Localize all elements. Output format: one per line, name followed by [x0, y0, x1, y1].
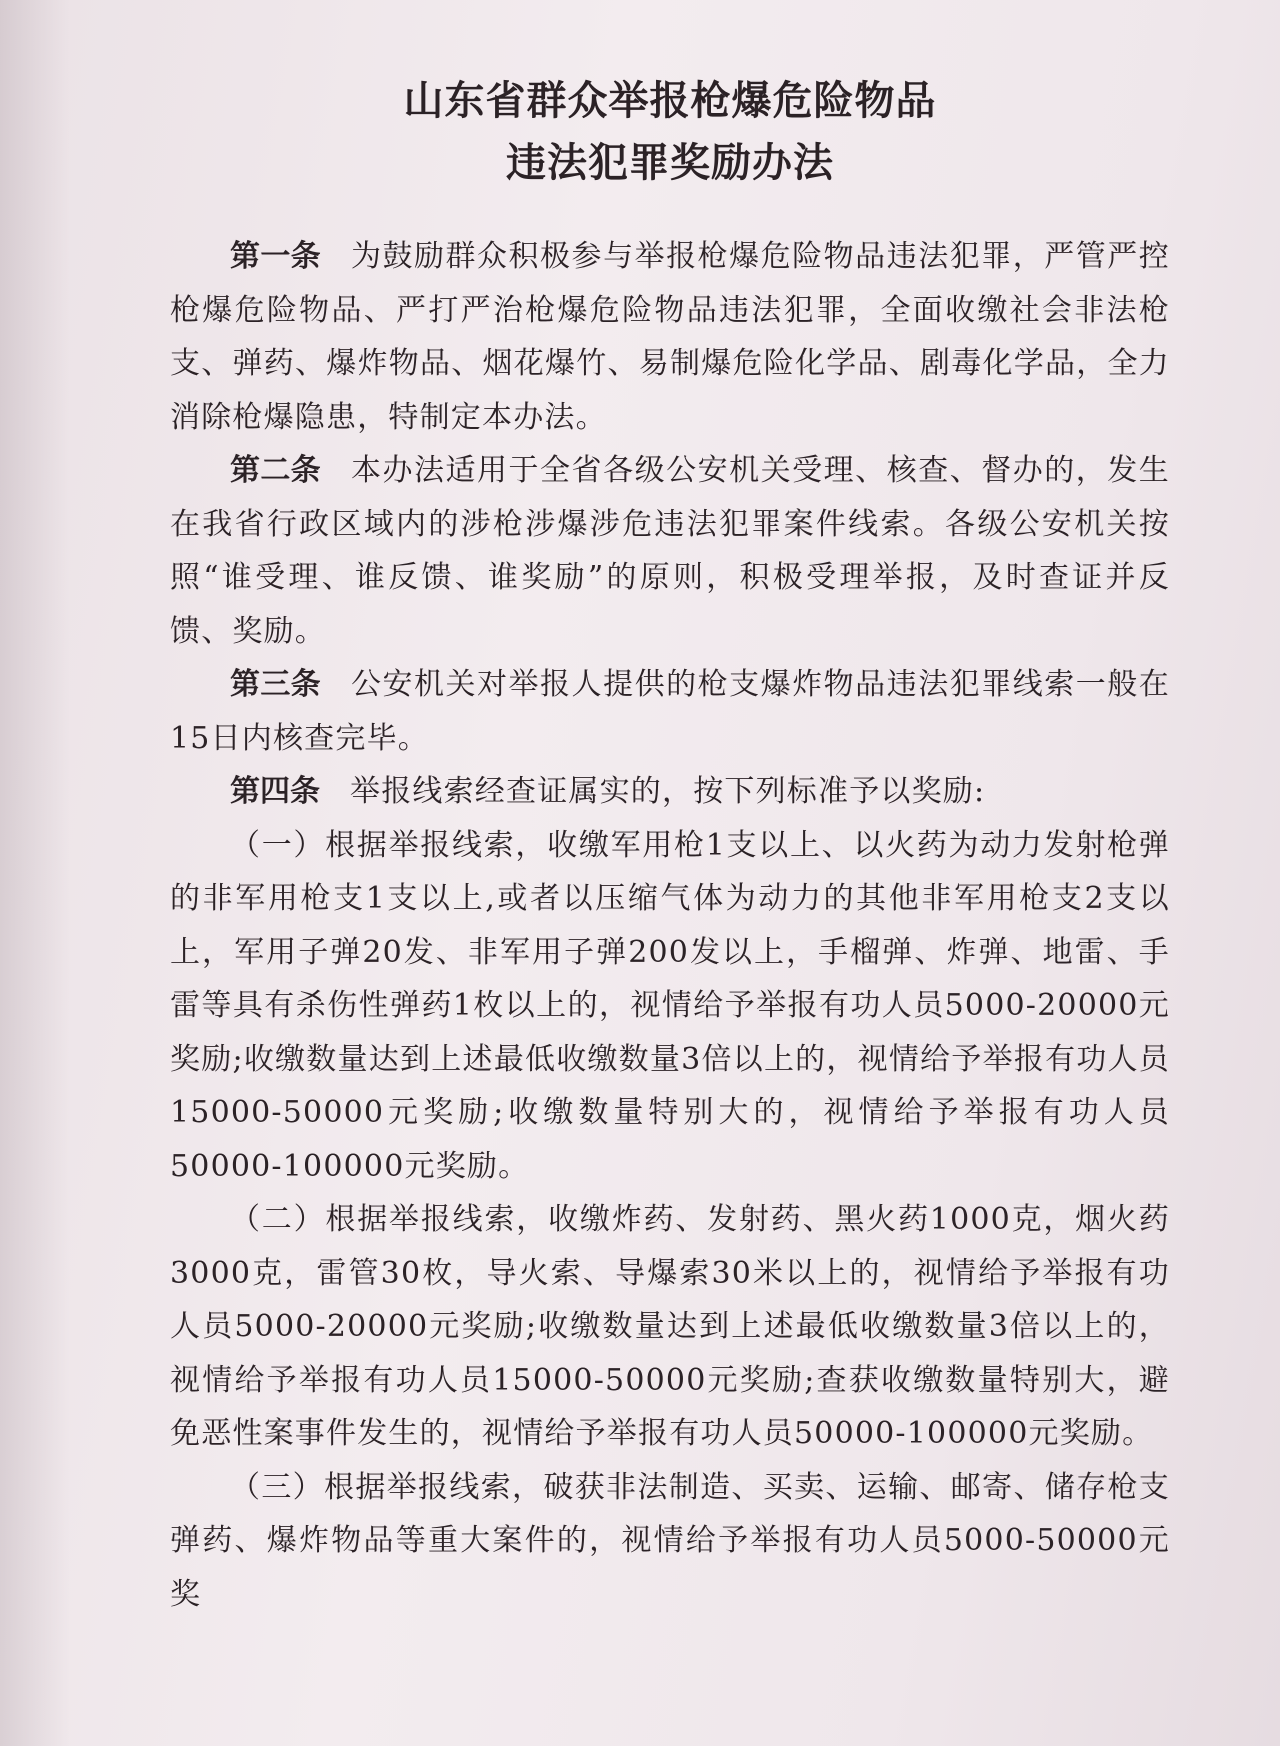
article-4: [170, 765, 1170, 819]
document-title: [170, 70, 1170, 194]
title-line-2: 违法犯罪奖励办法: [506, 140, 834, 186]
page-edge-shadow: [0, 0, 70, 1746]
article-2-label: 第二条: [230, 453, 321, 488]
article-1-label: 第一条: [230, 239, 321, 274]
clause-1: （一）根据举报线索，收缴军用枪1支以上、以火药为动力发射枪弹的非军用枪支1支以上,或者以压缩气体为动力的其他非军用枪支2支以上，军用子弹20发、非军用子弹200发以上，手榴弹、炸弹、地雷、手雷等具有杀伤性弹药1枚以上的，视情给予举报有功人员5000-20000元奖励;收缴数量达到上述最低收缴数量3倍以上的，视情给予举报有功人员15000-50000元奖励;收缴数量特别大的，视情给予举报有功人员50000-100000元奖励。: [170, 827, 1170, 1184]
article-4-text: 举报线索经查证属实的，按下列标准予以奖励:: [350, 774, 986, 809]
article-3-text: 公安机关对举报人提供的枪支爆炸物品违法犯罪线索一般在15日内核查完毕。: [170, 667, 1171, 756]
article-1: [170, 230, 1170, 444]
article-1-text: 为鼓励群众积极参与举报枪爆危险物品违法犯罪，严管严控枪爆危险物品、严打严治枪爆危险物品违法犯罪，全面收缴社会非法枪支、弹药、爆炸物品、烟花爆竹、易制爆危险化学品、剧毒化学品，全力消除枪爆隐患，特制定本办法。: [170, 239, 1171, 435]
clause-3: （三）根据举报线索，破获非法制造、买卖、运输、邮寄、储存枪支弹药、爆炸物品等重大案件的，视情给予举报有功人员5000-50000元奖: [170, 1469, 1170, 1612]
clause-2: （二）根据举报线索，收缴炸药、发射药、黑火药1000克，烟火药3000克，雷管30枚，导火索、导爆索30米以上的，视情给予举报有功人员5000-20000元奖励;收缴数量达到上述最低收缴数量3倍以上的，视情给予举报有功人员15000-50000元奖励;查获收缴数量特别大，避免恶性案事件发生的，视情给予举报有功人员50000-100000元奖励。: [170, 1202, 1170, 1451]
article-3: [170, 658, 1170, 765]
document-body: [170, 70, 1170, 1621]
title-line-1: 山东省群众举报枪爆危险物品: [403, 78, 937, 124]
article-2-text: 本办法适用于全省各级公安机关受理、核查、督办的，发生在我省行政区域内的涉枪涉爆涉危违法犯罪案件线索。各级公安机关按照“谁受理、谁反馈、谁奖励”的原则，积极受理举报，及时查证并反馈、奖励。: [170, 453, 1171, 649]
article-4-label: 第四条: [230, 774, 320, 809]
article-2: [170, 444, 1170, 658]
article-3-label: 第三条: [230, 667, 321, 702]
